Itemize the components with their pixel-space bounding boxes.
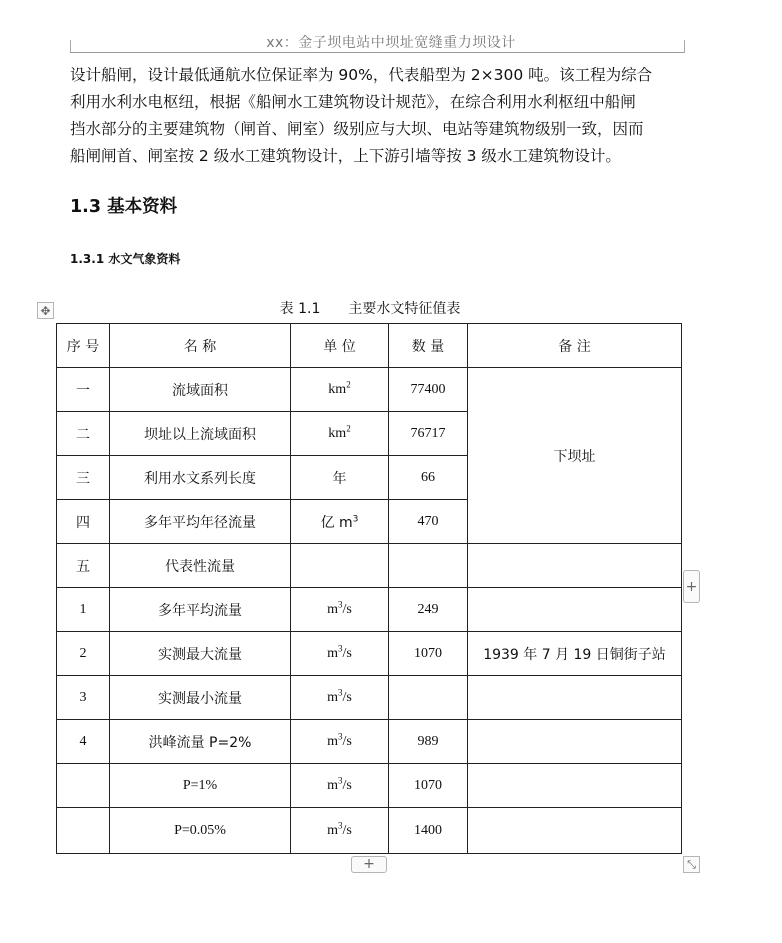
paragraph-line: 挡水部分的主要建筑物（闸首、闸室）级别应与大坝、电站等建筑物级别一致，因而 [70,120,644,138]
cell-note[interactable] [468,544,682,588]
cell-note-merged[interactable]: 下坝址 [468,368,682,544]
add-row-button[interactable] [351,856,387,873]
table-row [57,588,682,632]
table-row [57,764,682,808]
header-divider [70,52,684,53]
header-name: 名 称 [110,324,291,368]
table-row [57,632,682,676]
cell-name[interactable]: 实测最小流量 [110,676,291,720]
cell-unit[interactable]: $km^2$ [291,412,389,456]
cell-seq[interactable] [57,764,110,808]
cell-unit[interactable]: $m^3/s$ [291,720,389,764]
subsection-heading: 1.3.1 水文气象资料 [70,252,181,266]
cell-qty[interactable]: 76717 [389,412,468,456]
cell-seq[interactable]: 三 [57,456,110,500]
cell-unit[interactable]: $km^2$ [291,368,389,412]
cell-qty[interactable]: 1400 [389,808,468,854]
paragraph-line: 设计船闸，设计最低通航水位保证率为 90%，代表船型为 2×300 吨。该工程为综合 [70,66,653,84]
table-row [57,720,682,764]
cell-note[interactable] [468,720,682,764]
cell-name[interactable]: P=1% [110,764,291,808]
cell-seq[interactable]: 3 [57,676,110,720]
cell-name[interactable]: 流域面积 [110,368,291,412]
table-row [57,544,682,588]
cell-qty[interactable]: 470 [389,500,468,544]
cell-seq[interactable]: 2 [57,632,110,676]
cell-seq[interactable]: 1 [57,588,110,632]
cell-name[interactable]: 洪峰流量 P=2% [110,720,291,764]
table-caption-title: 主要水文特征值表 [348,301,461,317]
cell-unit[interactable]: 亿 $m^3$ [291,500,389,544]
resize-icon: ⤡ [687,858,696,871]
cell-note[interactable] [468,808,682,854]
cell-qty[interactable]: 249 [389,588,468,632]
cell-unit[interactable]: $m^3/s$ [291,632,389,676]
cell-note[interactable] [468,764,682,808]
cell-qty[interactable]: 1070 [389,764,468,808]
table-row [57,808,682,854]
cell-note[interactable] [468,676,682,720]
cell-note[interactable] [468,588,682,632]
cell-seq[interactable]: 五 [57,544,110,588]
cell-qty[interactable]: 66 [389,456,468,500]
cell-name[interactable]: 实测最大流量 [110,632,291,676]
cell-seq[interactable]: 4 [57,720,110,764]
cell-qty[interactable]: 77400 [389,368,468,412]
table-caption-number: 表 1.1 [279,301,321,317]
header-unit: 单 位 [291,324,389,368]
cell-unit[interactable]: $m^3/s$ [291,808,389,854]
cell-name[interactable]: P=0.05% [110,808,291,854]
cell-seq[interactable]: 四 [57,500,110,544]
table-row [57,676,682,720]
cell-note[interactable]: 1939 年 7 月 19 日铜街子站 [468,632,682,676]
move-icon: ✥ [40,304,51,318]
header-seq: 序 号 [57,324,110,368]
cell-qty[interactable] [389,676,468,720]
cell-name[interactable]: 多年平均流量 [110,588,291,632]
table-row [57,368,682,412]
header-note: 备 注 [468,324,682,368]
cell-unit[interactable]: $m^3/s$ [291,588,389,632]
cell-name[interactable]: 坝址以上流域面积 [110,412,291,456]
section-heading: 1.3 基本资料 [70,197,178,217]
paragraph-line: 船闸闸首、闸室按 2 级水工建筑物设计，上下游引墙等按 3 级水工建筑物设计。 [70,147,621,165]
cell-qty[interactable]: 989 [389,720,468,764]
plus-icon: + [363,856,375,872]
cell-unit[interactable] [291,544,389,588]
cell-seq[interactable]: 二 [57,412,110,456]
cell-seq[interactable] [57,808,110,854]
header-qty: 数 量 [389,324,468,368]
paragraph-line: 利用水利水电枢纽，根据《船闸水工建筑物设计规范》，在综合利用水利枢纽中船闸 [70,93,636,111]
cell-qty[interactable] [389,544,468,588]
cell-name[interactable]: 代表性流量 [110,544,291,588]
table-caption [0,298,740,318]
table-resize-handle[interactable] [683,856,700,873]
cell-seq[interactable]: 一 [57,368,110,412]
plus-icon: + [685,579,698,595]
body-paragraph [70,62,670,170]
cell-qty[interactable]: 1070 [389,632,468,676]
cell-unit[interactable]: 年 [291,456,389,500]
add-column-button[interactable] [683,570,700,603]
cell-name[interactable]: 多年平均年径流量 [110,500,291,544]
cell-unit[interactable]: $m^3/s$ [291,764,389,808]
cell-unit[interactable]: $m^3/s$ [291,676,389,720]
table-header-row [57,324,682,368]
page-header: xx：金子坝电站中坝址宽缝重力坝设计 [266,35,516,51]
hydrology-table [56,323,682,854]
cell-name[interactable]: 利用水文系列长度 [110,456,291,500]
header-corner-mark-right [684,40,685,53]
